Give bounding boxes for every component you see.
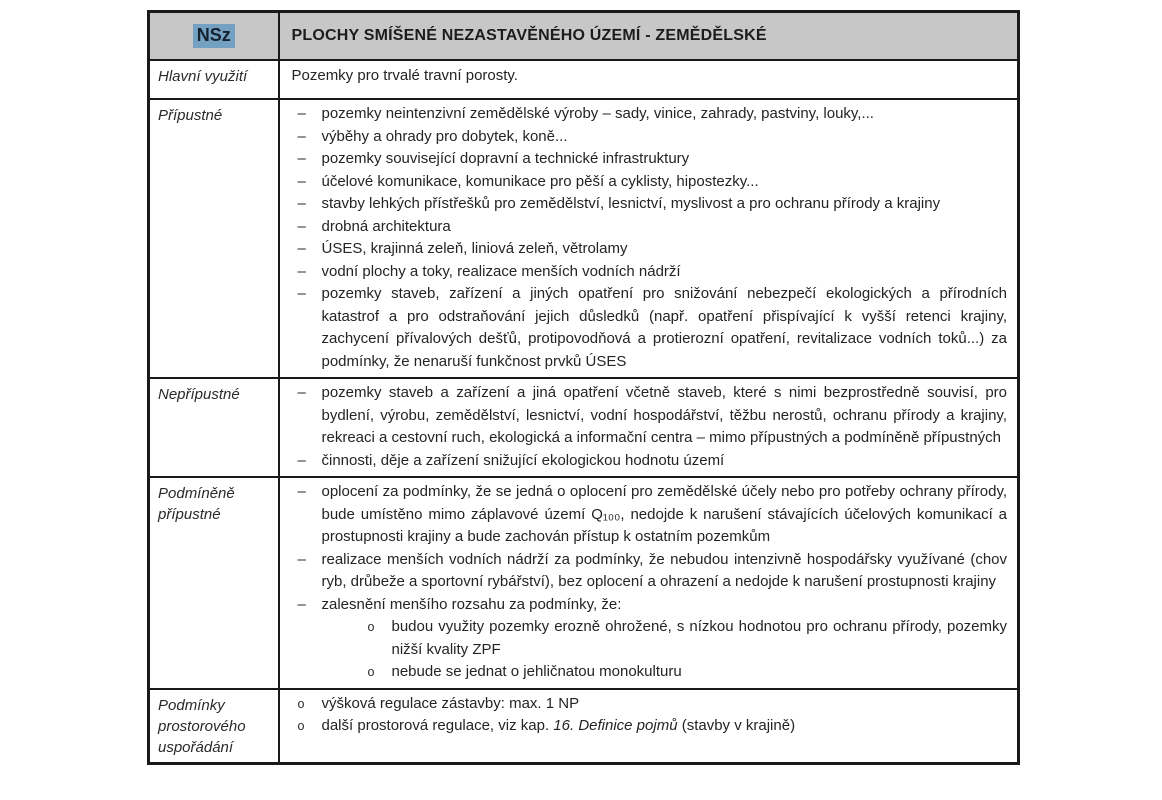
dash-bullet: –	[297, 172, 306, 190]
list-item	[292, 103, 1008, 126]
italic-text: 16. Definice pojmů	[553, 717, 678, 734]
row-content-spatial-conditions	[279, 689, 1019, 764]
zone-title: PLOCHY SMÍŠENÉ NEZASTAVĚNÉHO ÚZEMÍ - ZEMĚDĚLSKÉ	[291, 27, 767, 44]
zoning-table	[147, 10, 1020, 765]
list-item-text: výšková regulace zástavby: max. 1 NP	[321, 694, 580, 712]
list-item-text: ÚSES, krajinná zeleň, liniová zeleň, větrolamy	[321, 240, 628, 257]
dash-bullet: –	[297, 483, 306, 500]
dash-bullet: –	[297, 150, 306, 167]
list-item	[292, 481, 1008, 549]
row-label-not-permitted: Nepřípustné	[149, 378, 279, 477]
zone-title-cell	[279, 12, 1019, 61]
list-item	[368, 661, 1008, 684]
zone-code-cell	[149, 12, 279, 61]
table-header-row	[149, 12, 1019, 61]
row-content-permitted	[279, 99, 1019, 378]
circle-bullet: o	[367, 620, 375, 634]
list-item-text: výběhy a ohrady pro dobytek, koně...	[321, 127, 568, 145]
dash-bullet: –	[297, 384, 306, 401]
zone-code-highlight: NSz	[193, 24, 235, 48]
dash-bullet: –	[297, 550, 306, 568]
row-content-main-use	[279, 60, 1019, 99]
dash-bullet: –	[297, 217, 306, 235]
list-item-text: oplocení za podmínky, že se jedná o oplocení pro zemědělské účely nebo pro potřeby ochrany přírody, bude umístěno mimo záplavové území Q₁₀₀, nedojde k narušení stávajících účelových komunikací a prostupnosti krajiny a bude zachován přístup k ostatním pozemkům	[321, 483, 1007, 545]
plain-text: další prostorová regulace, viz kap.	[321, 717, 554, 734]
list-item-text: budou využity pozemky erozně ohrožené, s nízkou hodnotou pro ochranu přírody, pozemky nižší kvality ZPF	[391, 618, 1007, 658]
permitted-list	[292, 103, 1008, 373]
conditionally-permitted-list	[292, 481, 1008, 684]
list-item	[292, 693, 1008, 716]
circle-bullet: o	[367, 665, 375, 679]
row-content-not-permitted	[279, 378, 1019, 477]
dash-bullet: –	[297, 595, 306, 613]
dash-bullet: –	[297, 105, 306, 122]
row-label-main-use: Hlavní využití	[149, 60, 279, 99]
plain-text: (stavby v krajině)	[677, 717, 796, 734]
row-label-permitted: Přípustné	[149, 99, 279, 378]
dash-bullet: –	[297, 240, 306, 257]
list-item-text: zalesnění menšího rozsahu za podmínky, že:	[321, 595, 622, 613]
list-item-text: stavby lehkých přístřešků pro zemědělství, lesnictví, myslivost a pro ochranu přírody a krajiny	[321, 195, 941, 212]
row-label-spatial-conditions: Podmínky prostorového uspořádání	[149, 689, 279, 764]
list-item-text: nebude se jednat o jehličnatou monokulturu	[391, 663, 682, 680]
list-item-text: realizace menších vodních nádrží za podmínky, že nebudou intenzivně hospodářsky využívané (chov ryb, drůbeže a sportovní rybářství), bez oplocení a ohrazení a nedojde k narušení prostupnosti krajiny	[321, 550, 1007, 590]
not-permitted-list	[292, 382, 1008, 472]
table-row-main-use	[149, 60, 1019, 99]
table-row-not-permitted	[149, 378, 1019, 477]
list-item	[292, 283, 1008, 373]
list-item-text: pozemky související dopravní a technické infrastruktury	[321, 150, 690, 167]
list-item-text: pozemky staveb a zařízení a jiná opatření včetně staveb, které s nimi bezprostředně souvisí, pro bydlení, výrobu, zemědělství, lesnictví, vodní hospodářství, těžbu nerostů, ochranu přírody a krajiny, rekreaci a cestovní ruch, ekologická a informační centra – mimo přípustných a podmíněně přípustných	[321, 384, 1007, 446]
circle-bullet: o	[297, 719, 305, 733]
list-item-text: činnosti, děje a zařízení snižující ekologickou hodnotu území	[321, 451, 725, 469]
dash-bullet: –	[297, 262, 306, 280]
list-item-text: vodní plochy a toky, realizace menších vodních nádrží	[321, 262, 681, 280]
circle-bullet: o	[297, 696, 305, 711]
dash-bullet: –	[297, 451, 306, 469]
table-row-conditionally-permitted	[149, 477, 1019, 689]
list-item	[292, 261, 1008, 284]
list-item	[292, 148, 1008, 171]
list-item	[292, 238, 1008, 261]
list-item	[292, 594, 1008, 617]
dash-bullet: –	[297, 285, 306, 302]
spatial-conditions-list	[292, 693, 1008, 738]
sublist	[368, 616, 1008, 684]
table-row-spatial-conditions	[149, 689, 1019, 764]
row-content-conditionally-permitted	[279, 477, 1019, 689]
main-use-text: Pozemky pro trvalé travní porosty.	[291, 67, 518, 84]
list-item	[292, 382, 1008, 450]
list-item	[292, 126, 1008, 149]
list-item	[368, 616, 1008, 661]
list-item	[292, 171, 1008, 194]
dash-bullet: –	[297, 195, 306, 212]
table-row-permitted	[149, 99, 1019, 378]
list-item-text	[322, 715, 1008, 738]
list-item	[292, 450, 1008, 473]
list-item-text: účelové komunikace, komunikace pro pěší a cyklisty, hipostezky...	[321, 172, 759, 190]
list-item	[292, 715, 1008, 738]
list-item	[292, 193, 1008, 216]
dash-bullet: –	[297, 127, 306, 145]
list-item-text: drobná architektura	[321, 217, 451, 235]
list-item-text: pozemky neintenzivní zemědělské výroby – sady, vinice, zahrady, pastviny, louky,...	[321, 105, 874, 122]
list-item	[292, 549, 1008, 594]
list-item-text: pozemky staveb, zařízení a jiných opatření pro snižování nebezpečí ekologických a přírodních katastrof a pro odstraňování jejich důsledků (např. opatření přispívající k vyšší retenci krajiny, zachycení přívalových dešťů, protipovodňová a protierozní opatření, revitalizace vodních toků...) za podmínky, že nenaruší funkčnost prvků ÚSES	[321, 285, 1007, 370]
list-item	[292, 216, 1008, 239]
row-label-conditionally-permitted: Podmíněně přípustné	[149, 477, 279, 689]
